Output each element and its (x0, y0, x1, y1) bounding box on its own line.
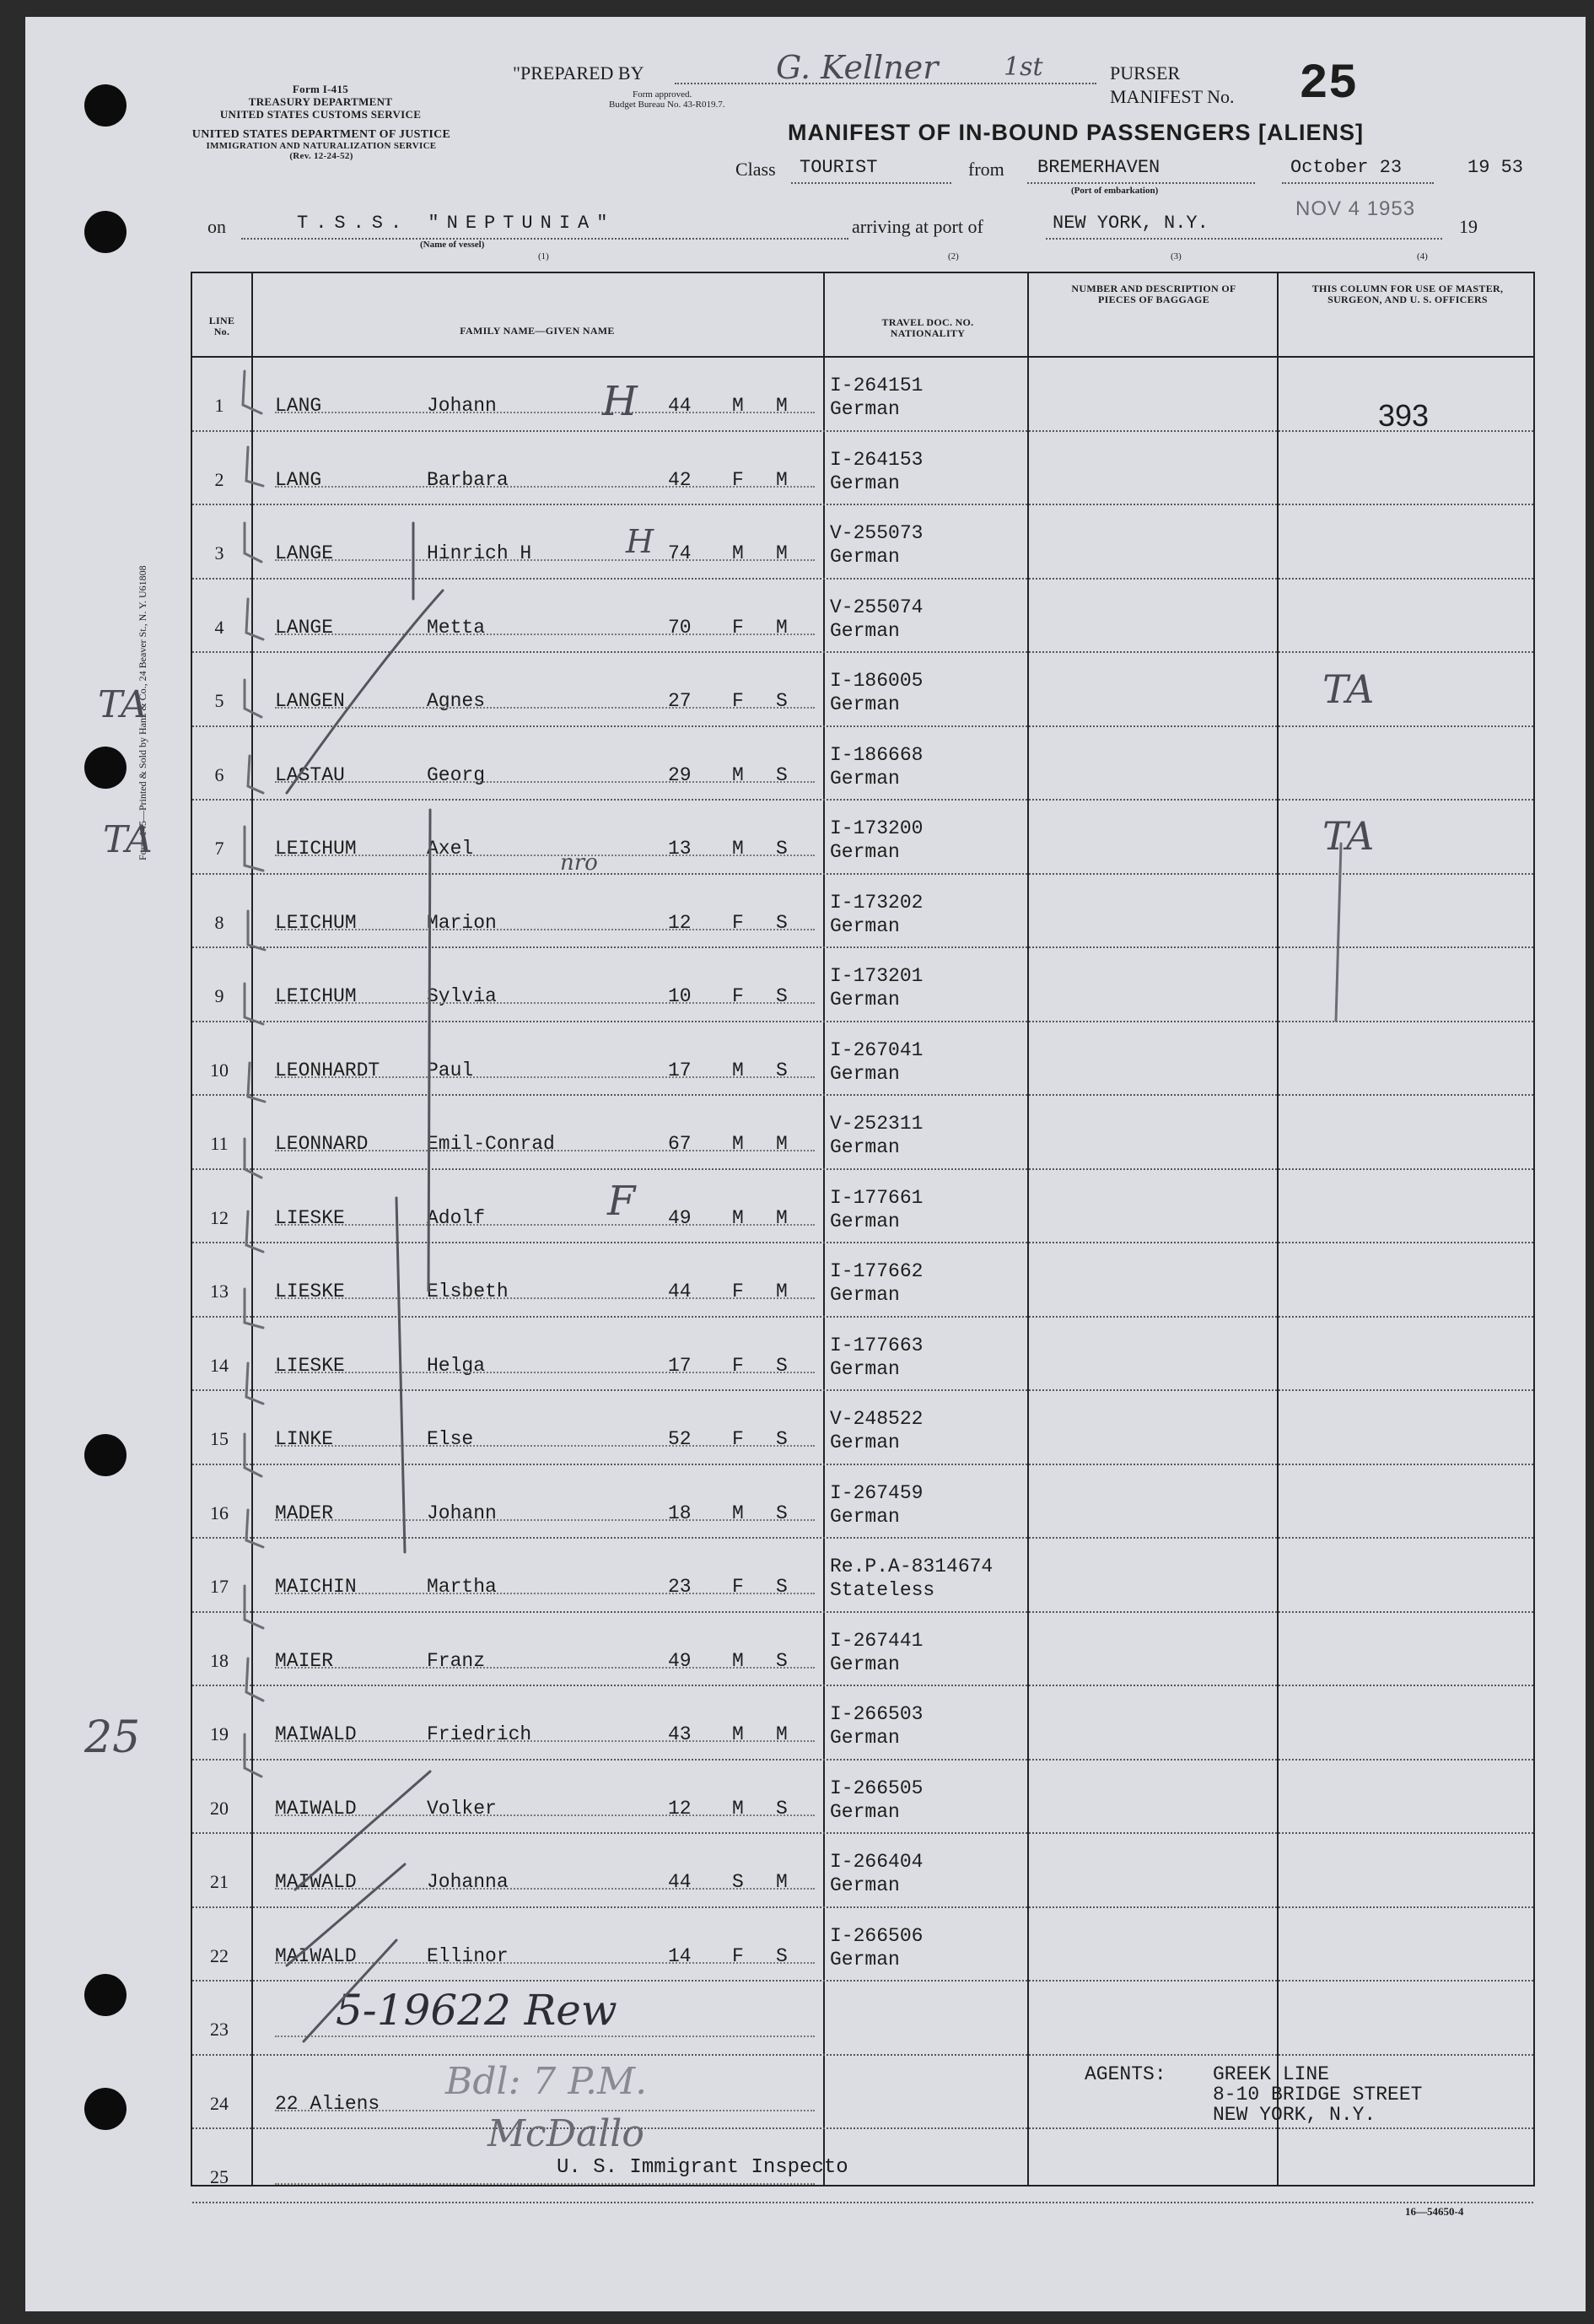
given-name: Emil-Conrad (427, 1133, 555, 1155)
manifest-no-label: MANIFEST No. (1110, 86, 1235, 107)
pen-strokes (278, 354, 869, 2294)
given-name: Elsbeth (427, 1281, 509, 1302)
given-name: Martha (427, 1576, 497, 1598)
line-number: 22 (210, 1944, 229, 1966)
officer-note-ta: TA (1322, 666, 1375, 712)
family-name: LEICHUM (275, 911, 357, 934)
travel-doc-no: I-177663 (830, 1334, 924, 1356)
line-number: 4 (214, 616, 224, 638)
received-stamp: NOV 4 1953 (1295, 197, 1416, 220)
family-name: LEICHUM (275, 838, 357, 860)
line-number: 10 (210, 1059, 229, 1081)
given-name: Agnes (427, 690, 486, 712)
note-h: H (602, 378, 638, 425)
line-number: 15 (210, 1428, 229, 1449)
given-name: Hinrich H (427, 542, 532, 564)
line-number: 19 (210, 1723, 229, 1744)
travel-doc-no: I-267459 (830, 1481, 924, 1504)
travel-doc-no: I-186668 (830, 743, 924, 766)
nationality: German (830, 767, 900, 790)
nationality: German (830, 619, 900, 642)
line-number: 7 (214, 838, 224, 859)
binder-hole (84, 1974, 127, 2016)
col-header-travel-doc: TRAVEL DOC. NO. NATIONALITY (881, 316, 974, 339)
margin-note-ta: TA (103, 818, 153, 861)
age: 44 (668, 395, 692, 417)
travel-doc-no: I-173202 (830, 891, 924, 914)
travel-doc-no: Re.P.A-8314674 (830, 1556, 994, 1577)
col-2-marker: (2) (948, 251, 959, 262)
nationality: German (830, 1505, 900, 1528)
budget-bureau: Budget Bureau No. 43-R019.7. (609, 100, 725, 110)
age: 44 (668, 1281, 692, 1302)
sex: M (732, 763, 744, 786)
given-name: Metta (427, 616, 486, 639)
officer-strokes (1307, 827, 1375, 1046)
nationality: German (830, 914, 900, 937)
given-name: Else (427, 1428, 474, 1450)
agents-line-3: NEW YORK, N.Y. (1213, 2104, 1376, 2126)
age: 14 (668, 1944, 692, 1967)
nationality: German (830, 1284, 900, 1306)
from-value: BREMERHAVEN (1037, 157, 1160, 178)
nationality: German (830, 841, 900, 863)
date-dotline (1282, 182, 1434, 184)
sex: M (732, 395, 744, 417)
note-f: F (607, 1178, 636, 1225)
note-row23: 5-19622 Rew (336, 1986, 617, 2035)
given-name: Paul (427, 1059, 474, 1081)
col-4-marker: (4) (1417, 251, 1428, 262)
family-name: LANGE (275, 616, 334, 639)
travel-doc-no: V-252311 (830, 1113, 924, 1135)
col-header-officers: THIS COLUMN FOR USE OF MASTER, SURGEON, AND U. S. OFFICERS (1311, 283, 1504, 305)
line-number: 18 (210, 1649, 229, 1671)
col-header-baggage: NUMBER AND DESCRIPTION OF PIECES OF BAGGAGE (1071, 283, 1236, 305)
sex: S (732, 1871, 744, 1893)
customs-service: UNITED STATES CUSTOMS SERVICE (219, 108, 422, 121)
justice-dept: UNITED STATES DEPARTMENT OF JUSTICE (191, 128, 451, 141)
marital-status: M (776, 468, 788, 491)
vessel-caption: (Name of vessel) (420, 240, 485, 250)
purser-label: PURSER (1110, 62, 1181, 84)
family-name: LANG (275, 468, 322, 491)
officer-number: 393 (1378, 398, 1430, 433)
port-embark-caption: (Port of embarkation) (1071, 186, 1159, 196)
age: 12 (668, 911, 692, 934)
marital-status: M (776, 1871, 788, 1893)
marital-status: S (776, 1797, 788, 1820)
on-label: on (207, 216, 226, 237)
family-name: LASTAU (275, 763, 345, 786)
nationality: German (830, 1653, 900, 1675)
age: 52 (668, 1428, 692, 1450)
binder-hole (84, 211, 127, 253)
family-name: LANGEN (275, 690, 345, 712)
given-name: Ellinor (427, 1944, 509, 1967)
sex: M (732, 1723, 744, 1745)
sex: F (732, 1281, 744, 1302)
form-number: Form I-415 (292, 83, 349, 95)
col-header-line-no: LINE No. (208, 315, 235, 337)
age: 43 (668, 1723, 692, 1745)
ins-service: IMMIGRATION AND NATURALIZATION SERVICE (206, 141, 437, 151)
binder-hole (84, 1434, 127, 1476)
from-dotline (1027, 182, 1255, 184)
line-number: 11 (210, 1133, 229, 1154)
inspector-signature: McDallo (487, 2112, 644, 2155)
sex: F (732, 911, 744, 934)
binder-hole (84, 84, 127, 127)
age: 49 (668, 1206, 692, 1229)
given-name: Barbara (427, 468, 509, 491)
class-value: TOURIST (800, 157, 878, 178)
given-name: Adolf (427, 1206, 486, 1229)
travel-doc-no: I-266503 (830, 1703, 924, 1725)
line-number: 13 (210, 1281, 229, 1302)
travel-doc-no: V-255073 (830, 522, 924, 544)
given-name: Sylvia (427, 985, 497, 1007)
marital-status: S (776, 690, 788, 712)
manifest-page (25, 17, 1586, 2311)
nationality: German (830, 1357, 900, 1380)
binder-hole (84, 747, 127, 789)
revision-date: (Rev. 12-24-52) (289, 151, 353, 161)
travel-doc-no: V-255074 (830, 596, 924, 618)
nationality: German (830, 1136, 900, 1158)
sex: F (732, 690, 744, 712)
family-name: LANGE (275, 542, 334, 564)
given-name: Johanna (427, 1871, 509, 1893)
line-number: 8 (214, 911, 224, 933)
family-name: LEICHUM (275, 985, 357, 1007)
sex: F (732, 616, 744, 639)
family-name: MAIWALD (275, 1871, 357, 1893)
age: 10 (668, 985, 692, 1007)
class-label: Class (735, 159, 776, 180)
line-number: 12 (210, 1206, 229, 1228)
arriving-port: NEW YORK, N.Y. (1053, 213, 1209, 234)
family-name: MAIWALD (275, 1944, 357, 1967)
age: 27 (668, 690, 692, 712)
nationality: German (830, 1874, 900, 1896)
year-value: 19 53 (1467, 157, 1524, 178)
sex: M (732, 1133, 744, 1155)
sex: M (732, 1059, 744, 1081)
line-number: 16 (210, 1502, 229, 1523)
nationality: German (830, 1210, 900, 1232)
marital-status: M (776, 542, 788, 564)
given-name: Georg (427, 763, 486, 786)
prepared-by-suffix: 1st (1004, 52, 1043, 82)
margin-note-25: 25 (84, 1712, 141, 1763)
line-number: 2 (214, 468, 224, 490)
family-name: LIESKE (275, 1206, 345, 1229)
age: 67 (668, 1133, 692, 1155)
sex: F (732, 1354, 744, 1377)
travel-doc-no: I-266506 (830, 1924, 924, 1947)
marital-status: S (776, 911, 788, 934)
marital-status: M (776, 1281, 788, 1302)
form-approved: Form approved. (633, 89, 692, 100)
printer-imprint: Form 145—Printed & Sold by Hanz & Co., 24 Beaver St., N. Y. U61808 (137, 565, 148, 860)
line-number: 23 (210, 2019, 229, 2040)
age: 23 (668, 1576, 692, 1598)
family-name: LINKE (275, 1428, 334, 1450)
family-name: MAIWALD (275, 1723, 357, 1745)
col-3-marker: (3) (1171, 251, 1182, 262)
note-nro: nro (560, 850, 598, 876)
prepared-by-signature: G. Kellner (776, 49, 939, 86)
nationality: German (830, 989, 900, 1011)
prepared-by-label: "PREPARED BY (513, 62, 644, 84)
travel-doc-no: I-266404 (830, 1851, 924, 1873)
marital-status: S (776, 1576, 788, 1598)
line-number: 25 (210, 2166, 229, 2187)
given-name: Franz (427, 1649, 486, 1672)
arriving-label: arriving at port of (852, 216, 983, 237)
sex: M (732, 542, 744, 564)
from-label: from (968, 159, 1004, 180)
age: 42 (668, 468, 692, 491)
family-name: LEONNARD (275, 1133, 369, 1155)
given-name: Friedrich (427, 1723, 532, 1745)
age: 74 (668, 542, 692, 564)
age: 17 (668, 1354, 692, 1377)
line-number: 21 (210, 1871, 229, 1892)
marital-status: S (776, 1944, 788, 1967)
line-number: 24 (210, 2092, 229, 2114)
inspector-title: U. S. Immigrant Inspecto (557, 2156, 848, 2179)
arriving-dotline (1046, 238, 1442, 240)
justice-block (182, 128, 460, 161)
manifest-title: MANIFEST OF IN-BOUND PASSENGERS [ALIENS] (788, 120, 1365, 145)
age: 13 (668, 838, 692, 860)
family-name: 22 Aliens (275, 2092, 380, 2115)
family-name: LIESKE (275, 1281, 345, 1302)
nationality: Stateless (830, 1579, 935, 1601)
sex: M (732, 1797, 744, 1820)
sex: F (732, 985, 744, 1007)
nationality: German (830, 1800, 900, 1823)
travel-doc-no: I-267041 (830, 1038, 924, 1061)
given-name: Marion (427, 911, 497, 934)
given-name: Axel (427, 838, 474, 860)
vessel-dotline (241, 238, 848, 240)
age: 12 (668, 1797, 692, 1820)
sex: F (732, 1576, 744, 1598)
line-number: 6 (214, 763, 224, 785)
nationality: German (830, 693, 900, 715)
marital-status: M (776, 395, 788, 417)
marital-status: S (776, 763, 788, 786)
officer-note-ta: TA (1322, 813, 1375, 859)
line-number: 3 (214, 542, 224, 563)
age: 18 (668, 1502, 692, 1524)
age: 70 (668, 616, 692, 639)
col-header-name: FAMILY NAME—GIVEN NAME (460, 325, 615, 337)
family-name: LIESKE (275, 1354, 345, 1377)
nationality: German (830, 546, 900, 568)
given-name: Helga (427, 1354, 486, 1377)
family-name: MADER (275, 1502, 334, 1524)
note-row24: Bdl: 7 P.M. (445, 2060, 648, 2103)
col-1-marker: (1) (538, 251, 549, 262)
travel-doc-no: I-186005 (830, 670, 924, 692)
travel-doc-no: I-177662 (830, 1260, 924, 1282)
family-name: MAIWALD (275, 1797, 357, 1820)
marital-status: M (776, 1206, 788, 1229)
nationality: German (830, 1948, 900, 1971)
line-number: 1 (214, 395, 224, 416)
agents-line-1: GREEK LINE (1213, 2063, 1330, 2085)
sex: F (732, 1428, 744, 1450)
travel-doc-no: I-267441 (830, 1629, 924, 1652)
family-name: MAICHIN (275, 1576, 357, 1598)
footer-code: 16—54650-4 (1405, 2205, 1464, 2218)
travel-doc-no: V-248522 (830, 1408, 924, 1430)
year-suffix: 19 (1459, 216, 1478, 237)
nationality: German (830, 1727, 900, 1749)
marital-status: M (776, 1133, 788, 1155)
given-name: Johann (427, 1502, 497, 1524)
travel-doc-no: I-173200 (830, 817, 924, 839)
margin-note-ta: TA (98, 683, 148, 726)
travel-doc-no: I-177661 (830, 1186, 924, 1209)
marital-status: M (776, 1723, 788, 1745)
sex: F (732, 1944, 744, 1967)
age: 49 (668, 1649, 692, 1672)
agents-label: AGENTS: (1085, 2063, 1166, 2085)
given-name: Volker (427, 1797, 497, 1820)
marital-status: M (776, 616, 788, 639)
marital-status: S (776, 1354, 788, 1377)
vessel-name: T.S.S. "NEPTUNIA" (297, 213, 616, 234)
sex: M (732, 1649, 744, 1672)
marital-status: S (776, 1428, 788, 1450)
travel-doc-no: I-173201 (830, 965, 924, 987)
marital-status: S (776, 985, 788, 1007)
nationality: German (830, 1432, 900, 1453)
line-number: 14 (210, 1354, 229, 1376)
given-name: Johann (427, 395, 497, 417)
age: 17 (668, 1059, 692, 1081)
travel-doc-no: I-266505 (830, 1777, 924, 1799)
form-info-block (194, 83, 447, 121)
marital-status: S (776, 838, 788, 860)
marital-status: S (776, 1649, 788, 1672)
marital-status: S (776, 1059, 788, 1081)
line-number: 20 (210, 1797, 229, 1819)
class-dotline (791, 182, 951, 184)
family-name: LEONHARDT (275, 1059, 380, 1081)
travel-doc-no: I-264151 (830, 375, 924, 396)
travel-doc-no: I-264153 (830, 448, 924, 471)
family-name: MAIER (275, 1649, 334, 1672)
agents-line-2: 8-10 BRIDGE STREET (1213, 2084, 1423, 2106)
age: 44 (668, 1871, 692, 1893)
nationality: German (830, 398, 900, 420)
line-number: 17 (210, 1576, 229, 1597)
treasury-dept: TREASURY DEPARTMENT (248, 95, 393, 108)
marital-status: S (776, 1502, 788, 1524)
note-h: H (626, 523, 654, 560)
age: 29 (668, 763, 692, 786)
nationality: German (830, 472, 900, 494)
binder-hole (84, 2088, 127, 2130)
nationality: German (830, 1062, 900, 1085)
line-number: 5 (214, 690, 224, 711)
sex: M (732, 1502, 744, 1524)
family-name: LANG (275, 395, 322, 417)
sex: M (732, 838, 744, 860)
sex: F (732, 468, 744, 491)
sex: M (732, 1206, 744, 1229)
manifest-number: 25 (1299, 57, 1358, 112)
date-value: October 23 (1290, 157, 1403, 178)
line-number: 9 (214, 985, 224, 1006)
